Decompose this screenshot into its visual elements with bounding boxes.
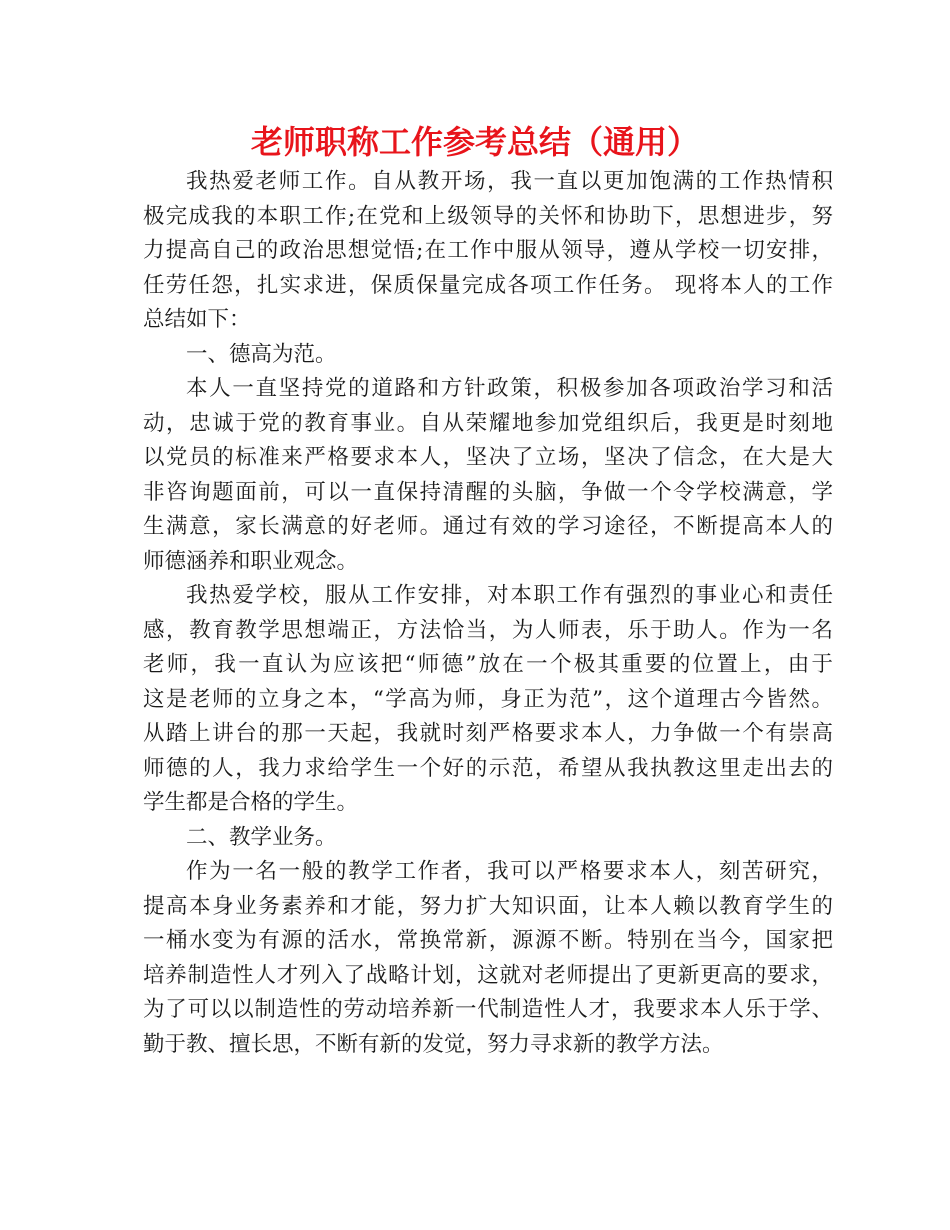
- body-line: 勤于教、擅长思，不断有新的发觉，努力寻求新的教学方法。: [143, 1031, 724, 1057]
- body-line: 师德涵养和职业观念。: [143, 548, 359, 574]
- body-line: 这是老师的立身之本，“学高为师，身正为范”，这个道理古今皆然。: [143, 686, 833, 712]
- body-line: 二、教学业务。: [186, 824, 337, 850]
- body-line: 力提高自己的政治思想觉悟;在工作中服从领导，遵从学校一切安排，: [143, 238, 833, 263]
- body-line: 学生都是合格的学生。: [143, 790, 359, 815]
- body-line: 培养制造性人才列入了战略计划，这就对老师提出了更新更高的要求，: [143, 962, 833, 988]
- body-line: 任劳任怨，扎实求进，保质保量完成各项工作任务。 现将本人的工作: [143, 272, 833, 298]
- body-line: 极完成我的本职工作;在党和上级领导的关怀和协助下，思想进步，努: [143, 203, 833, 229]
- body-line: 本人一直坚持党的道路和方针政策，积极参加各项政治学习和活: [186, 376, 833, 401]
- body-line: 以党员的标准来严格要求本人，坚决了立场，坚决了信念，在大是大: [143, 445, 833, 470]
- body-line: 生满意，家长满意的好老师。通过有效的学习途径，不断提高本人的: [143, 514, 833, 539]
- body-line: 我热爱老师工作。自从教开场，我一直以更加饱满的工作热情积: [186, 169, 833, 194]
- document-title: 老师职称工作参考总结（通用）: [250, 123, 699, 161]
- body-line: 从踏上讲台的那一天起，我就时刻严格要求本人，力争做一个有崇高: [143, 721, 833, 746]
- body-line: 师德的人，我力求给学生一个好的示范，希望从我执教这里走出去的: [143, 755, 833, 781]
- body-line: 感，教育教学思想端正，方法恰当，为人师表，乐于助人。作为一名: [143, 617, 833, 643]
- body-line: 我热爱学校，服从工作安排，对本职工作有强烈的事业心和责任: [186, 583, 833, 608]
- document-body: [143, 165, 833, 1062]
- body-line: 老师，我一直认为应该把“师德”放在一个极其重要的位置上，由于: [143, 652, 833, 677]
- body-line: 作为一名一般的教学工作者，我可以严格要求本人，刻苦研究，: [186, 859, 833, 884]
- body-line: 提高本身业务素养和才能，努力扩大知识面，让本人赖以教育学生的: [143, 893, 833, 919]
- body-line: 为了可以以制造性的劳动培养新一代制造性人才，我要求本人乐于学、: [143, 997, 833, 1022]
- body-line: 总结如下：: [143, 307, 251, 332]
- body-line: 一、德高为范。: [186, 341, 337, 367]
- body-line: 动，忠诚于党的教育事业。自从荣耀地参加党组织后，我更是时刻地: [143, 410, 833, 436]
- body-line: 非咨询题面前，可以一直保持清醒的头脑，争做一个令学校满意，学: [143, 479, 833, 505]
- body-line: 一桶水变为有源的活水，常换常新，源源不断。特别在当今，国家把: [143, 928, 833, 953]
